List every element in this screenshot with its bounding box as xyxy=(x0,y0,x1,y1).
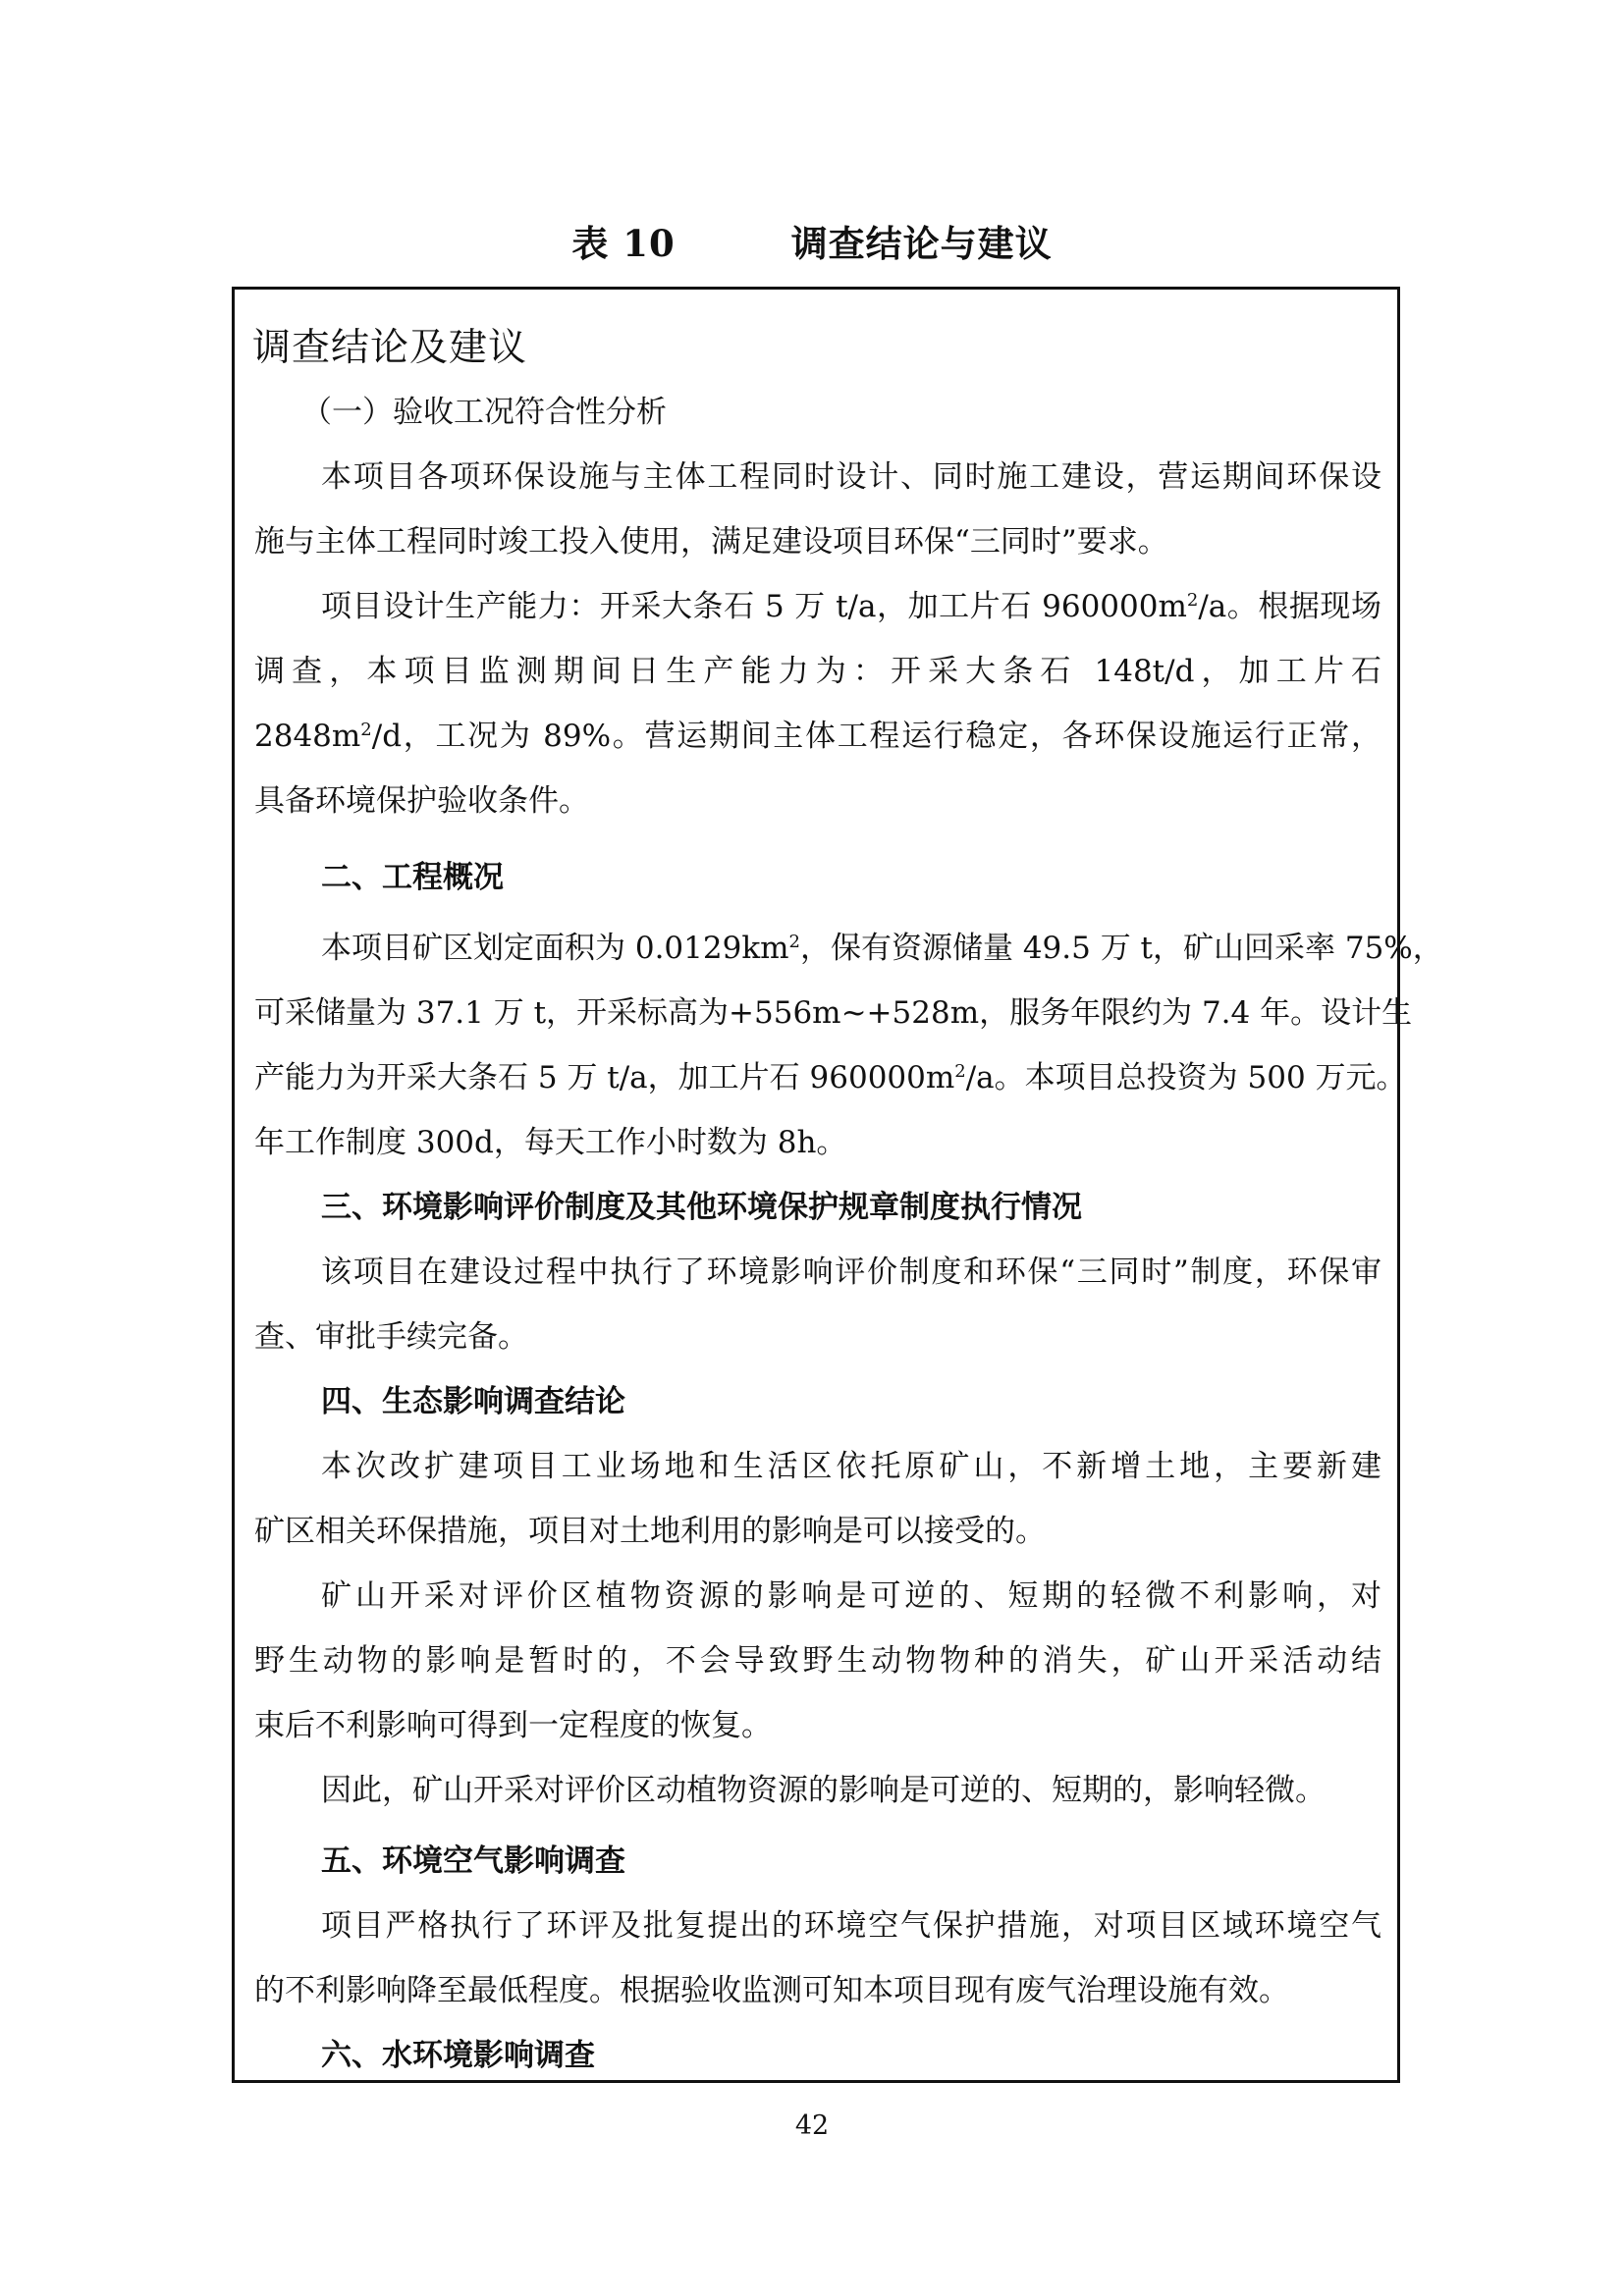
section-1-heading: （一）验收工况符合性分析 xyxy=(301,395,667,430)
paragraph-line: 调查，本项目监测期间日生产能力为：开采大条石 148t/d，加工片石 xyxy=(254,654,1381,689)
paragraph-line: 的不利影响降至最低程度。根据验收监测可知本项目现有废气治理设施有效。 xyxy=(254,1973,1289,2008)
paragraph-line: 矿山开采对评价区植物资源的影响是可逆的、短期的轻微不利影响，对 xyxy=(321,1578,1381,1614)
paragraph-line: 因此，矿山开采对评价区动植物资源的影响是可逆的、短期的，影响轻微。 xyxy=(321,1773,1326,1808)
paragraph-line: 可采储量为 37.1 万 t，开采标高为+556m~+528m，服务年限约为 7.4 年。设计生 xyxy=(254,995,1413,1031)
box-heading: 调查结论及建议 xyxy=(252,326,528,370)
paragraph-line: 矿区相关环保措施，项目对土地利用的影响是可以接受的。 xyxy=(254,1514,1046,1549)
paragraph-line: 查、审批手续完备。 xyxy=(254,1319,528,1355)
section-2-heading: 二、工程概况 xyxy=(321,860,504,895)
page-title xyxy=(0,214,1624,267)
content-body xyxy=(254,380,1443,2088)
paragraph-line: 具备环境保护验收条件。 xyxy=(254,783,589,819)
paragraph-line: $2848m^2/d$，工况为 89%。营运期间主体工程运行稳定，各环保设施运行正常， xyxy=(254,719,1381,754)
paragraph-line: 施与主体工程同时竣工投入使用，满足建设项目环保“三同时”要求。 xyxy=(254,524,1168,560)
section-5-heading: 五、环境空气影响调查 xyxy=(321,1843,625,1879)
paragraph-line: 束后不利影响可得到一定程度的恢复。 xyxy=(254,1708,772,1743)
paragraph-line: 项目设计生产能力：开采大条石 5 万 t/a，加工片石 $960000m^2/a$。根据现场 xyxy=(321,589,1381,624)
paragraph-line: 本次改扩建项目工业场地和生活区依托原矿山，不新增土地，主要新建 xyxy=(321,1449,1381,1484)
paragraph-line: 项目严格执行了环评及批复提出的环境空气保护措施，对项目区域环境空气 xyxy=(321,1908,1381,1944)
table-number: 表 10 xyxy=(571,222,676,265)
paragraph-line: 该项目在建设过程中执行了环境影响评价制度和环保“三同时”制度，环保审 xyxy=(321,1255,1381,1290)
page-number: 42 xyxy=(794,2110,830,2141)
table-title: 调查结论与建议 xyxy=(790,222,1053,265)
paragraph-line: 野生动物的影响是暂时的，不会导致野生动物物种的消失，矿山开采活动结 xyxy=(254,1643,1381,1679)
paragraph-line: 产能力为开采大条石 5 万 t/a，加工片石 $960000m^2/a$。本项目总投资为 500 万元。 xyxy=(254,1060,1407,1095)
section-3-heading: 三、环境影响评价制度及其他环境保护规章制度执行情况 xyxy=(321,1190,1082,1225)
conclusion-table-box xyxy=(232,287,1443,2083)
paragraph-line: 本项目矿区划定面积为 $0.0129km^2$，保有资源储量 49.5 万 t，矿山回采率 75%， xyxy=(321,931,1443,966)
section-4-heading: 四、生态影响调查结论 xyxy=(321,1384,625,1419)
paragraph-line: 年工作制度 300d，每天工作小时数为 8h。 xyxy=(254,1125,847,1160)
paragraph-line: 本项目各项环保设施与主体工程同时设计、同时施工建设，营运期间环保设 xyxy=(321,459,1381,495)
section-6-heading: 六、水环境影响调查 xyxy=(321,2038,595,2073)
